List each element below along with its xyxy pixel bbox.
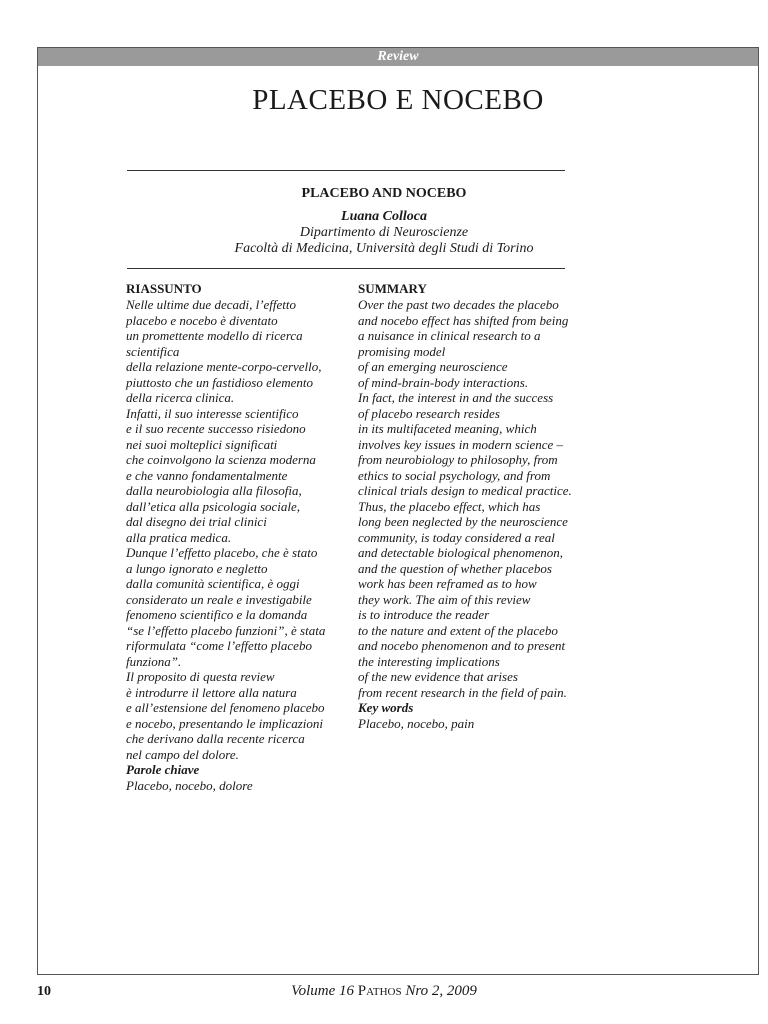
summary-line: is to introduce the reader — [358, 607, 490, 622]
riassunto-line: nel campo del dolore. — [126, 746, 239, 762]
riassunto-line: placebo e nocebo è diventato — [126, 312, 278, 328]
divider-top — [127, 170, 565, 171]
riassunto-line: alla pratica medica. — [126, 529, 232, 545]
key-words: Placebo, nocebo, pain — [358, 715, 475, 731]
summary-line: of placebo research resides — [358, 405, 500, 421]
riassunto-line: fenomeno scientifico e la domanda — [126, 607, 308, 622]
riassunto-line: Nelle ultime due decadi, l’effetto — [126, 297, 297, 312]
riassunto-line: dal disegno dei trial clinici — [126, 514, 267, 529]
summary-column — [358, 281, 583, 731]
footer-journal: Pathos — [357, 983, 402, 999]
parole-chiave-heading: Parole chiave — [126, 762, 200, 777]
riassunto-line: un promettente modello di ricerca — [126, 328, 303, 343]
summary-line: involves key issues in modern science – — [358, 436, 564, 452]
summary-line: a nuisance in clinical research to a — [358, 328, 541, 343]
parole-chiave: Placebo, nocebo, dolore — [126, 777, 253, 793]
riassunto-line: “se l’effetto placebo funzioni”, è stata — [126, 622, 326, 638]
summary-line: and nocebo effect has shifted from being — [358, 312, 569, 328]
riassunto-line: che coinvolgono la scienza moderna — [126, 452, 316, 467]
english-title: PLACEBO AND NOCEBO — [301, 186, 467, 201]
affiliation-university: Facoltà di Medicina, Università degli Studi di Torino — [234, 241, 534, 256]
riassunto-line: scientifica — [126, 343, 180, 359]
summary-line: and nocebo phenomenon and to present — [358, 638, 566, 653]
riassunto-line: e che vanno fondamentalmente — [126, 467, 288, 483]
journal-footer — [0, 983, 768, 1000]
summary-line: of the new evidence that arises — [358, 669, 518, 684]
riassunto-heading: RIASSUNTO — [126, 281, 202, 296]
riassunto-line: della ricerca clinica. — [126, 390, 235, 405]
summary-line: long been neglected by the neuroscience — [358, 514, 568, 529]
riassunto-line: Infatti, il suo interesse scientifico — [126, 405, 299, 421]
riassunto-line: Dunque l’effetto placebo, che è stato — [126, 545, 318, 560]
riassunto-line: piuttosto che un fastidioso elemento — [126, 374, 314, 390]
affiliation-department: Dipartimento di Neuroscienze — [299, 225, 469, 240]
riassunto-line: Il proposito di questa review — [126, 669, 275, 684]
key-words-heading: Key words — [358, 700, 414, 715]
summary-line: they work. The aim of this review — [358, 591, 531, 607]
summary-line: in its multifaceted meaning, which — [358, 421, 537, 436]
divider-bottom — [127, 268, 565, 269]
riassunto-line: della relazione mente-corpo-cervello, — [126, 359, 322, 374]
riassunto-line: funziona”. — [126, 653, 182, 669]
riassunto-line: riformulata “come l’effetto placebo — [126, 638, 312, 653]
summary-line: of an emerging neuroscience — [358, 359, 508, 374]
riassunto-line: a lungo ignorato e negletto — [126, 560, 268, 576]
summary-line: and detectable biological phenomenon, — [358, 545, 564, 560]
riassunto-line: e all’estensione del fenomeno placebo — [126, 700, 325, 715]
riassunto-line: dalla neurobiologia alla filosofia, — [126, 483, 302, 498]
summary-line: to the nature and extent of the placebo — [358, 622, 558, 638]
riassunto-line: e il suo recente successo risiedono — [126, 421, 306, 436]
page-number: 10 — [37, 984, 51, 999]
summary-heading: SUMMARY — [358, 281, 427, 296]
section-label: Review — [38, 48, 758, 66]
author-name: Luana Colloca — [341, 209, 427, 224]
riassunto-body — [126, 297, 336, 762]
footer-issue: Nro 2, 2009 — [405, 983, 477, 999]
riassunto-line: dalla comunità scientifica, è oggi — [126, 576, 300, 591]
riassunto-line: considerato un reale e investigabile — [126, 591, 312, 607]
summary-line: promising model — [358, 343, 446, 359]
summary-line: community, is today considered a real — [358, 529, 555, 545]
riassunto-line: che derivano dalla recente ricerca — [126, 731, 305, 746]
riassunto-line: dall’etica alla psicologia sociale, — [126, 498, 301, 514]
summary-line: ethics to social psychology, and from — [358, 467, 551, 483]
riassunto-line: nei suoi molteplici significati — [126, 436, 278, 452]
summary-line: Over the past two decades the placebo — [358, 297, 559, 312]
summary-line: Thus, the placebo effect, which has — [358, 498, 541, 514]
riassunto-column — [126, 281, 336, 793]
summary-body — [358, 297, 583, 700]
summary-line: the interesting implications — [358, 653, 500, 669]
riassunto-line: è introdurre il lettore alla natura — [126, 684, 297, 700]
summary-line: of mind-brain-body interactions. — [358, 374, 529, 390]
footer-volume: Volume 16 — [291, 983, 355, 999]
page-title: PLACEBO E NOCEBO — [252, 84, 544, 116]
summary-line: from recent research in the field of pain. — [358, 684, 567, 700]
summary-line: clinical trials design to medical practice. — [358, 483, 572, 498]
summary-line: In fact, the interest in and the success — [358, 390, 554, 405]
riassunto-line: e nocebo, presentando le implicazioni — [126, 715, 324, 731]
summary-line: and the question of whether placebos — [358, 560, 552, 576]
summary-line: work has been reframed as to how — [358, 576, 537, 591]
summary-line: from neurobiology to philosophy, from — [358, 452, 558, 467]
